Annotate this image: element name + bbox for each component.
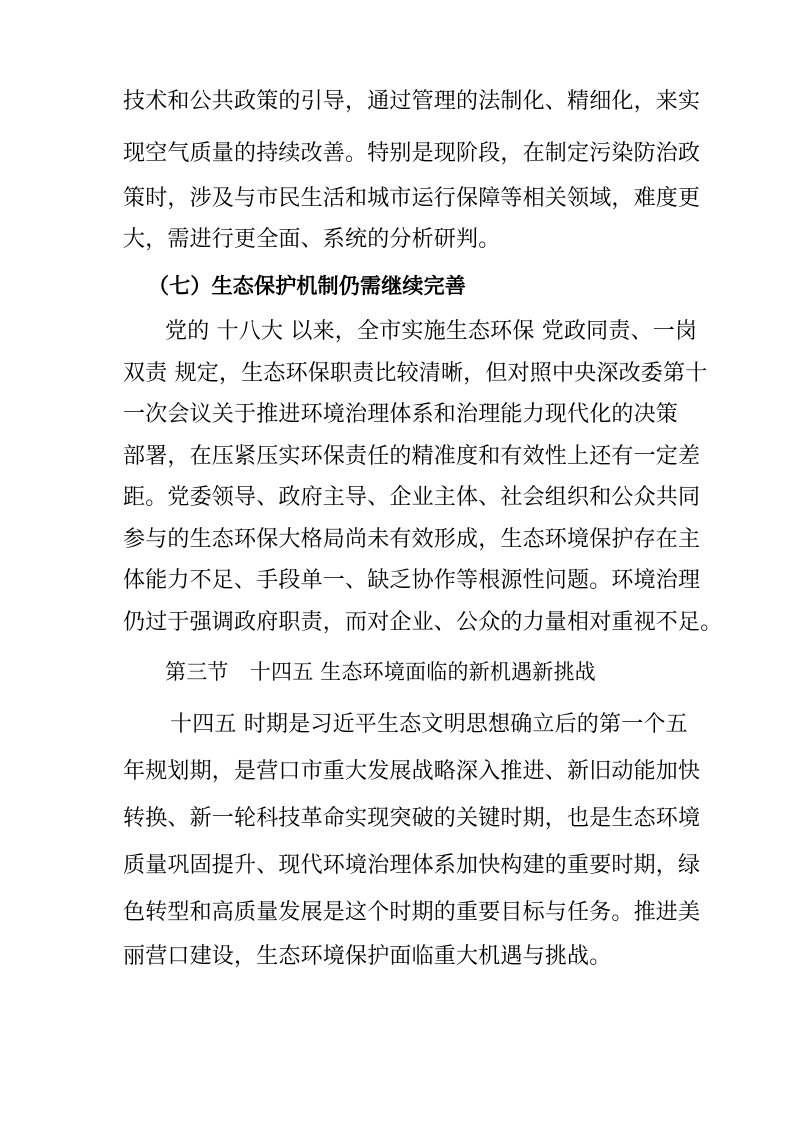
paragraph-line: 参与的生态环保大格局尚未有效形成，生态环境保护存在主	[123, 527, 701, 552]
paragraph-line: 距。党委领导、政府主导、企业主体、社会组织和公众共同	[123, 485, 701, 510]
paragraph-line: 双责 规定，生态环保职责比较清晰，但对照中央深改委第十	[123, 361, 708, 386]
paragraph-line: 一次会议关于推进环境治理体系和治理能力现代化的决策	[123, 402, 679, 427]
paragraph-line: 技术和公共政策的引导，通过管理的法制化、精细化，来实	[123, 89, 701, 114]
section-title: 第三节 十四五 生态环境面临的新机遇新挑战	[165, 660, 596, 684]
paragraph-line: 质量巩固提升、现代环境治理体系加快构建的重要时期，绿	[123, 853, 701, 878]
paragraph-line: 策时，涉及与市民生活和城市运行保障等相关领域，难度更	[123, 186, 701, 211]
paragraph-line: 党的 十八大 以来，全市实施生态环保 党政同责、一岗	[165, 319, 698, 344]
paragraph-line: 大，需进行更全面、系统的分析研判。	[123, 227, 501, 252]
paragraph-line: 体能力不足、手段单一、缺乏协作等根源性问题。环境治理	[123, 568, 701, 593]
paragraph-line: 转换、新一轮科技革命实现突破的关键时期，也是生态环境	[123, 806, 701, 831]
paragraph-line: 年规划期，是营口市重大发展战略深入推进、新旧动能加快	[123, 759, 701, 784]
subheading: （七）生态保护机制仍需继续完善	[148, 274, 466, 298]
paragraph-line: 现空气质量的持续改善。特别是现阶段，在制定污染防治政	[123, 141, 701, 166]
paragraph-line: 部署，在压紧压实环保责任的精准度和有效性上还有一定差	[123, 444, 701, 469]
paragraph-line: 十四五 时期是习近平生态文明思想确立后的第一个五	[170, 712, 688, 737]
paragraph-line: 丽营口建设，生态环境保护面临重大机遇与挑战。	[123, 944, 612, 969]
paragraph-line: 色转型和高质量发展是这个时期的重要目标与任务。推进美	[123, 900, 701, 925]
paragraph-line: 仍过于强调政府职责，而对企业、公众的力量相对重视不足。	[123, 610, 723, 635]
